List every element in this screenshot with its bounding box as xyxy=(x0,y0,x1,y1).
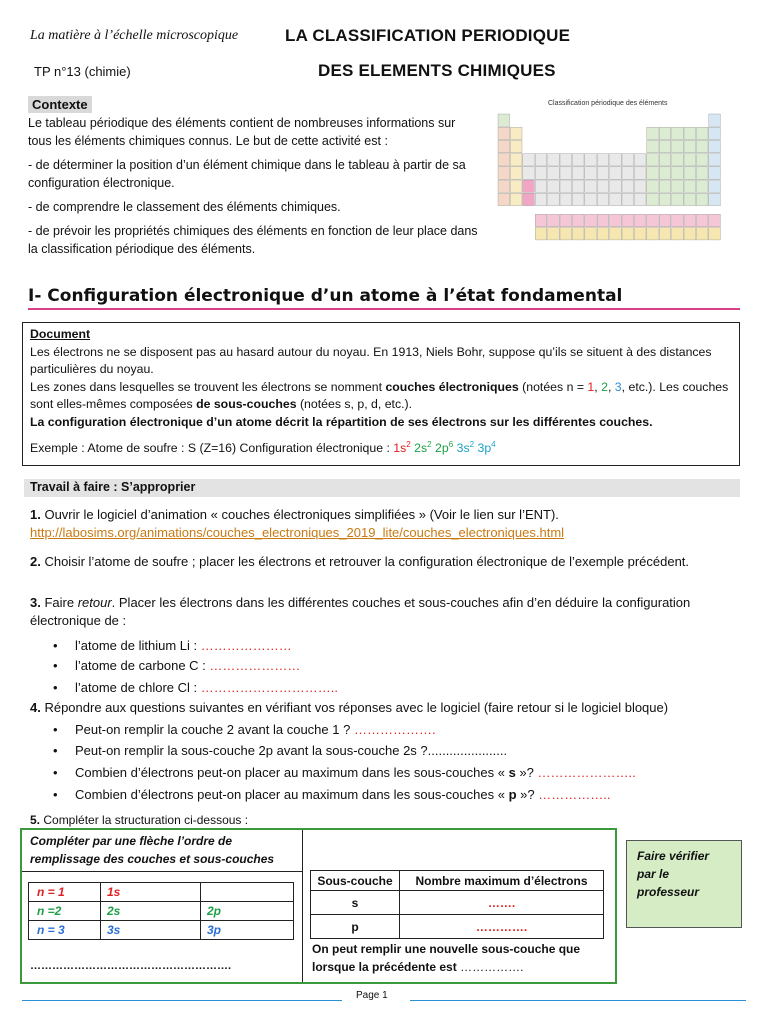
section-title: I- Configuration électronique d’un atome à l’état fondamental xyxy=(28,286,623,306)
shell-n1: n = 1 xyxy=(29,883,101,902)
structuration-left xyxy=(22,830,303,982)
element-cell xyxy=(535,154,547,166)
q3-lithium: • l’atome de lithium Li : ………………… xyxy=(75,637,292,655)
context-label: Contexte xyxy=(28,96,92,113)
element-cell xyxy=(647,214,659,226)
element-cell xyxy=(659,167,671,179)
element-cell xyxy=(535,214,547,226)
element-cell xyxy=(510,167,522,179)
element-cell xyxy=(548,228,560,240)
element-cell xyxy=(684,193,696,205)
row-p-answer: …………. xyxy=(400,915,604,939)
configuration-term: $3p^4$ xyxy=(477,440,496,456)
document-label: Document xyxy=(30,327,91,341)
element-cell xyxy=(560,193,572,205)
q4-item: • Peut-on remplir la couche 2 avant la couche 1 ? ………………. xyxy=(75,721,436,739)
question-3: 3. Faire retour. Placer les électrons dans les différentes couches et sous-couches afin d’en déduire la configuration électronique de : xyxy=(30,595,691,628)
element-cell xyxy=(696,167,708,179)
element-cell xyxy=(647,193,659,205)
element-cell xyxy=(659,214,671,226)
element-cell xyxy=(709,114,721,126)
context-item: - de prévoir les propriétés chimiques des éléments en fonction de leur place dans la classification périodique des éléments. xyxy=(28,224,478,256)
element-cell xyxy=(610,180,622,192)
element-cell xyxy=(610,214,622,226)
element-cell xyxy=(498,167,510,179)
page-title-line1: LA CLASSIFICATION PERIODIQUE xyxy=(285,26,571,45)
structuration-instruction: Compléter par une flèche l’ordre de remplissage des couches et sous-couches xyxy=(22,830,302,872)
element-cell xyxy=(535,193,547,205)
animation-link[interactable]: http://labosims.org/animations/couches_electroniques_2019_lite/couches_electroniques.html xyxy=(30,525,565,540)
element-cell xyxy=(659,140,671,152)
element-cell xyxy=(597,228,609,240)
context-item: - de déterminer la position d’un élément chimique dans le tableau à partir de sa configuration électronique. xyxy=(28,158,466,190)
element-cell xyxy=(523,193,535,205)
element-cell xyxy=(634,214,646,226)
configuration-term: $3s^2$ xyxy=(456,440,475,456)
element-cell xyxy=(572,154,584,166)
element-cell xyxy=(498,180,510,192)
document-example: Exemple : Atome de soufre : S (Z=16) Configuration électronique : $1s^2$ $2s^2$ $2p^6$ $3s^2$ $3p^4$ xyxy=(30,440,496,456)
col-subshell-header: Sous-couche xyxy=(311,871,400,891)
subject-label: La matière à l’échelle microscopique xyxy=(30,28,239,43)
q4-item: • Combien d’électrons peut-on placer au maximum dans les sous-couches « p »? …………….. xyxy=(75,786,610,804)
subshell-3p: 3p xyxy=(201,921,294,940)
element-cell xyxy=(535,228,547,240)
element-cell xyxy=(597,167,609,179)
element-cell xyxy=(510,180,522,192)
element-cell xyxy=(684,167,696,179)
element-cell xyxy=(622,180,634,192)
element-cell xyxy=(560,214,572,226)
element-cell xyxy=(498,154,510,166)
element-cell xyxy=(672,167,684,179)
element-cell xyxy=(572,228,584,240)
element-cell xyxy=(696,214,708,226)
element-cell xyxy=(548,167,560,179)
configuration-term: $2s^2$ xyxy=(414,440,432,456)
teacher-check-box: Faire vérifier par le professeur xyxy=(626,840,742,928)
configuration-term: $1s^2$ xyxy=(393,440,411,456)
structuration-frame xyxy=(20,828,617,984)
element-cell xyxy=(585,214,597,226)
element-cell xyxy=(634,228,646,240)
question-1: 1. Ouvrir le logiciel d’animation « couches électroniques simplifiées » (Voir le lien sur l’ENT). http://labosims.org/animations/couches_electroniques_2019_lite/couches_electroniques.html xyxy=(30,507,565,540)
question-2: 2. Choisir l’atome de soufre ; placer les électrons et retrouver la configuration électronique de l’exemple précédent. xyxy=(30,554,690,569)
shell-n3: n = 3 xyxy=(29,921,101,940)
element-cell xyxy=(709,127,721,139)
footer-rule-right xyxy=(410,1000,746,1001)
element-cell xyxy=(684,180,696,192)
element-cell xyxy=(709,154,721,166)
question-4: 4. Répondre aux questions suivantes en vérifiant vos réponses avec le logiciel (faire retour si le logiciel bloque) xyxy=(30,700,669,715)
q4-item: • Combien d’électrons peut-on placer au maximum dans les sous-couches « s »? ………………….. xyxy=(75,764,636,782)
element-cell xyxy=(597,180,609,192)
element-cell xyxy=(572,193,584,205)
document-paragraph: Les zones dans lesquelles se trouvent les électrons se nomment couches électroniques (notées n = 1, 2, 3, etc.). Les couches sont elles-mêmes composées de sous-couches (notées s, p, d, etc.). xyxy=(30,379,729,411)
element-cell xyxy=(672,228,684,240)
row-p-label: p xyxy=(311,915,400,939)
element-cell xyxy=(523,180,535,192)
element-cell xyxy=(585,193,597,205)
element-cell xyxy=(672,127,684,139)
element-cell xyxy=(709,214,721,226)
element-cell xyxy=(548,214,560,226)
element-cell xyxy=(672,154,684,166)
page-title-line2: DES ELEMENTS CHIMIQUES xyxy=(318,61,556,80)
element-cell xyxy=(560,228,572,240)
element-cell xyxy=(572,214,584,226)
periodic-table-caption: Classification périodique des éléments xyxy=(548,100,668,107)
element-cell xyxy=(647,140,659,152)
filling-rule: On peut remplir une nouvelle sous-couche que lorsque la précédente est ……………. xyxy=(312,942,581,974)
element-cell xyxy=(548,193,560,205)
subshell-2p: 2p xyxy=(201,902,294,921)
page-number: Page 1 xyxy=(356,990,388,1001)
context-intro: Le tableau périodique des éléments contient de nombreuses informations sur tous les éléments chimiques connus. Le but de cette activité est : xyxy=(28,116,456,148)
element-cell xyxy=(672,180,684,192)
element-cell xyxy=(647,127,659,139)
element-cell xyxy=(634,193,646,205)
element-cell xyxy=(597,193,609,205)
element-cell xyxy=(498,114,510,126)
element-cell xyxy=(684,228,696,240)
element-cell xyxy=(622,167,634,179)
element-cell xyxy=(709,193,721,205)
element-cell xyxy=(696,154,708,166)
q3-chlorine: • l’atome de chlore Cl : ………………………….. xyxy=(75,679,338,697)
q3-carbon: • l’atome de carbone C : ………………… xyxy=(75,657,300,675)
element-cell xyxy=(597,214,609,226)
element-cell xyxy=(610,228,622,240)
element-cell xyxy=(585,167,597,179)
element-cell xyxy=(622,154,634,166)
element-cell xyxy=(684,140,696,152)
subshell-3s: 3s xyxy=(101,921,201,940)
element-cell xyxy=(560,180,572,192)
shell-table xyxy=(28,882,294,940)
element-cell xyxy=(548,180,560,192)
section-underline xyxy=(28,308,740,310)
element-cell xyxy=(684,127,696,139)
element-cell xyxy=(535,180,547,192)
element-cell xyxy=(634,180,646,192)
structuration-right xyxy=(302,830,615,982)
element-cell xyxy=(709,228,721,240)
subshell-empty xyxy=(201,883,294,902)
element-cell xyxy=(510,154,522,166)
subshell-2s: 2s xyxy=(101,902,201,921)
element-cell xyxy=(696,193,708,205)
periodic-table-image xyxy=(490,100,752,260)
element-cell xyxy=(696,180,708,192)
tp-label: TP n°13 (chimie) xyxy=(34,64,131,79)
footer-rule-left xyxy=(22,1000,342,1001)
element-cell xyxy=(709,180,721,192)
sulfur-configuration xyxy=(393,441,495,455)
element-cell xyxy=(709,140,721,152)
element-cell xyxy=(659,127,671,139)
task-header: Travail à faire : S’approprier xyxy=(24,479,740,497)
element-cell xyxy=(610,193,622,205)
element-cell xyxy=(535,167,547,179)
element-cell xyxy=(647,154,659,166)
element-cell xyxy=(585,180,597,192)
element-cell xyxy=(498,127,510,139)
element-cell xyxy=(659,228,671,240)
element-cell xyxy=(572,167,584,179)
element-cell xyxy=(498,193,510,205)
element-cell xyxy=(684,154,696,166)
element-cell xyxy=(622,228,634,240)
element-cell xyxy=(560,167,572,179)
q4-item: • Peut-on remplir la sous-couche 2p avant la sous-couche 2s ?...................... xyxy=(75,742,507,760)
configuration-term: $2p^6$ xyxy=(435,440,454,456)
element-cell xyxy=(572,180,584,192)
element-cell xyxy=(585,154,597,166)
element-cell xyxy=(523,167,535,179)
element-cell xyxy=(597,154,609,166)
element-cell xyxy=(548,154,560,166)
element-cell xyxy=(696,127,708,139)
element-cell xyxy=(585,228,597,240)
element-cell xyxy=(510,140,522,152)
element-cell xyxy=(647,167,659,179)
element-cell xyxy=(684,214,696,226)
element-cell xyxy=(610,167,622,179)
document-paragraph: Les électrons ne se disposent pas au hasard autour du noyau. En 1913, Niels Bohr, suppose qu’ils se situent à des distances particulières du noyau. xyxy=(30,344,712,376)
element-cell xyxy=(696,228,708,240)
document-key-sentence: La configuration électronique d’un atome décrit la répartition de ses électrons sur les différentes couches. xyxy=(30,414,653,429)
element-cell xyxy=(647,228,659,240)
element-cell xyxy=(659,193,671,205)
order-answer-dots: ………………………………………………. xyxy=(30,960,232,972)
context-item: - de comprendre le classement des éléments chimiques. xyxy=(28,200,341,214)
element-cell xyxy=(672,140,684,152)
element-cell xyxy=(523,154,535,166)
element-cell xyxy=(709,167,721,179)
periodic-table-graphic xyxy=(490,100,752,260)
question-5: 5. Compléter la structuration ci-dessous : xyxy=(30,813,249,827)
element-cell xyxy=(622,193,634,205)
row-s-answer: ……. xyxy=(400,891,604,915)
element-cell xyxy=(696,140,708,152)
element-cell xyxy=(672,214,684,226)
row-s-label: s xyxy=(311,891,400,915)
element-cell xyxy=(672,193,684,205)
context-section xyxy=(28,96,480,272)
element-cell xyxy=(647,180,659,192)
col-max-header: Nombre maximum d’électrons xyxy=(400,871,604,891)
subshell-1s: 1s xyxy=(101,883,201,902)
element-cell xyxy=(610,154,622,166)
element-cell xyxy=(634,167,646,179)
shell-n2: n =2 xyxy=(29,902,101,921)
element-cell xyxy=(659,180,671,192)
element-cell xyxy=(622,214,634,226)
element-cell xyxy=(498,140,510,152)
document-box xyxy=(22,322,740,466)
element-cell xyxy=(659,154,671,166)
element-cell xyxy=(510,127,522,139)
element-cell xyxy=(510,193,522,205)
max-electrons-table xyxy=(310,870,604,939)
element-cell xyxy=(560,154,572,166)
element-cell xyxy=(634,154,646,166)
